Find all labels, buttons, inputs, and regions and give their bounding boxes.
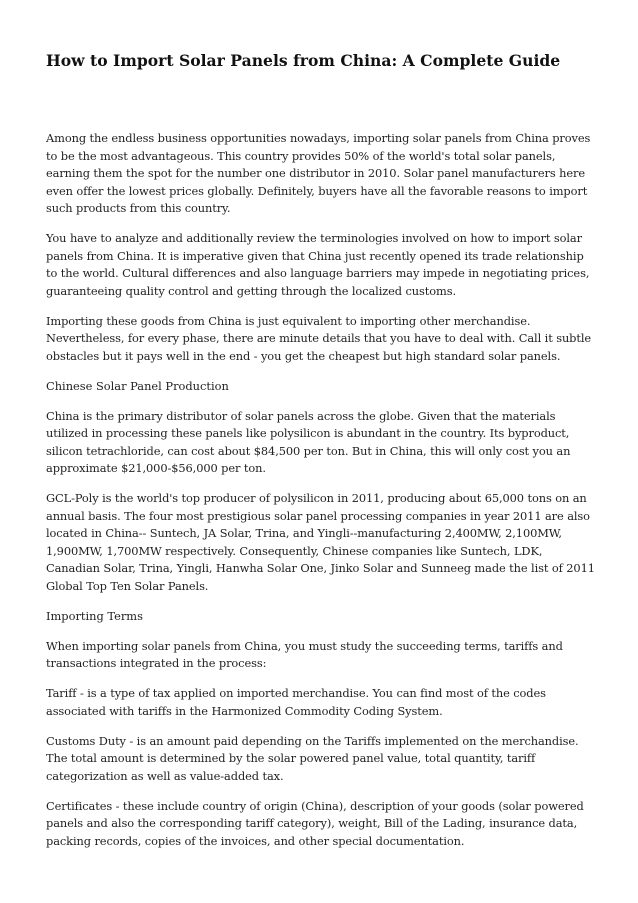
section-heading-importing-terms: Importing Terms <box>46 608 143 623</box>
paragraph-certificates: Certificates - these include country of origin (China), description of your goods (solar powered panels and also the corresponding tariff category), weight, Bill of the Lading, insurance data, packing records, copies of the invoices, and other special documentation. <box>46 798 584 848</box>
paragraph-terminologies: You have to analyze and additionally review the terminologies involved on how to import solar panels from China. It is imperative given that China just recently opened its trade relationship to the world. Cultural differences and also language barriers may impede in negotiating prices, guaranteeing quality control and getting through the localized customs. <box>46 231 590 298</box>
paragraph-gcl-poly: GCL-Poly is the world's top producer of polysilicon in 2011, producing about 65,000 tons on an annual basis. The four most prestigious solar panel processing companies in year 2011 are also located in China-- Suntech, JA Solar, Trina, and Yingli--manufacturing 2,400MW, 2,100MW, 1,900MW, 1,700MW respectively. Consequently, Chinese companies like Suntech, LDK, Canadian Solar, Trina, Yingli, Hanwha Solar One, Jinko Solar and Sunneeg made the list of 2011 Global Top Ten Solar Panels. <box>46 491 595 593</box>
document-title: How to Import Solar Panels from China: A Complete Guide <box>46 51 561 70</box>
paragraph-primary-distributor: China is the primary distributor of solar panels across the globe. Given that the materials utilized in processing these panels like polysilicon is abundant in the country. Its byproduct, silicon tetrachloride, can cost about $84,500 per ton. But in China, this will only cost you an approximate $21,000-$56,000 per ton. <box>46 408 571 475</box>
paragraph-importing-goods: Importing these goods from China is just equivalent to importing other merchandise. Nevertheless, for every phase, there are minute details that you have to deal with. Call it subtle obstacles but it pays well in the end - you get the cheapest but high standard solar panels. <box>46 313 592 363</box>
paragraph-intro: Among the endless business opportunities nowadays, importing solar panels from China proves to be the most advantageous. This country provides 50% of the world's total solar panels, earning them the spot for the number one distributor in 2010. Solar panel manufacturers here even offer the lowest prices globally. Definitely, buyers have all the favorable reasons to import such products from this country. <box>46 131 591 215</box>
section-heading-production: Chinese Solar Panel Production <box>46 378 229 393</box>
document-body <box>46 130 596 863</box>
paragraph-terms-intro: When importing solar panels from China, you must study the succeeding terms, tariffs and transactions integrated in the process: <box>46 638 563 670</box>
paragraph-customs-duty: Customs Duty - is an amount paid depending on the Tariffs implemented on the merchandise. The total amount is determined by the solar powered panel value, total quantity, tariff categorization as well as value-added tax. <box>46 733 579 783</box>
paragraph-tariff: Tariff - is a type of tax applied on imported merchandise. You can find most of the codes associated with tariffs in the Harmonized Commodity Coding System. <box>46 686 546 718</box>
